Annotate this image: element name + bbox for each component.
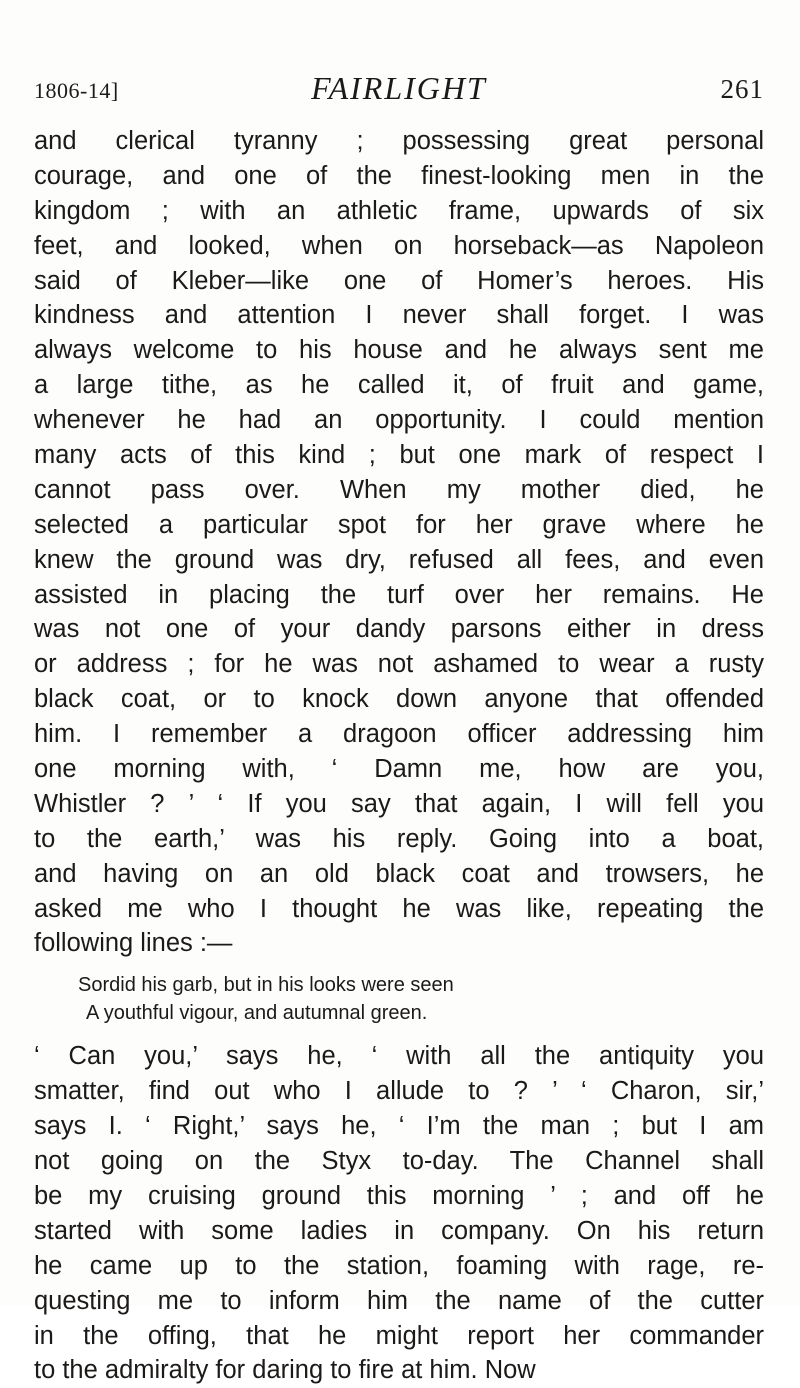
text-line: kingdom ; with an athletic frame, upwards of six (34, 196, 764, 225)
text-line: said of Kleber—like one of Homer’s heroes. His (34, 266, 764, 295)
text-line: kindness and attention I never shall forget. I was (34, 301, 764, 330)
text-line: asked me who I thought he was like, repeating the (34, 894, 764, 923)
text-line: ‘ Can you,’ says he, ‘ with all the antiquity you (34, 1042, 764, 1071)
verse-line: A youthful vigour, and autumnal green. (86, 1002, 428, 1025)
text-line: knew the ground was dry, refused all fees, and even (34, 545, 764, 574)
body-text (34, 124, 764, 1388)
text-line: started with some ladies in company. On his return (34, 1216, 764, 1245)
text-line: whenever he had an opportunity. I could mention (34, 406, 764, 435)
text-line: Whistler ? ’ ‘ If you say that again, I will fell you (34, 789, 764, 818)
text-line: he came up to the station, foaming with rage, re- (34, 1251, 764, 1280)
text-line: many acts of this kind ; but one mark of respect I (34, 441, 764, 470)
text-line: says I. ‘ Right,’ says he, ‘ I’m the man ; but I am (34, 1112, 764, 1141)
text-line: to the admiralty for daring to fire at him. Now (34, 1356, 536, 1385)
text-line: selected a particular spot for her grave where he (34, 510, 764, 539)
paragraph-two (34, 1039, 764, 1388)
text-line: always welcome to his house and he always sent me (34, 336, 764, 365)
text-line: feet, and looked, when on horseback—as Napoleon (34, 231, 764, 260)
text-line: in the offing, that he might report her commander (34, 1321, 764, 1350)
text-line: be my cruising ground this morning ’ ; and off he (34, 1181, 764, 1210)
text-line: one morning with, ‘ Damn me, how are you, (34, 755, 764, 784)
text-line: assisted in placing the turf over her remains. He (34, 580, 764, 609)
text-line: following lines :— (34, 929, 233, 958)
text-line: to the earth,’ was his reply. Going into a boat, (34, 824, 764, 853)
text-line: or address ; for he was not ashamed to wear a rusty (34, 650, 764, 679)
chapter-years: 1806-14] (34, 78, 119, 103)
text-line: a large tithe, as he called it, of fruit and game, (34, 371, 764, 400)
text-line: smatter, find out who I allude to ? ’ ‘ Charon, sir,’ (34, 1077, 764, 1106)
page-number: 261 (720, 74, 764, 104)
text-line: black coat, or to knock down anyone that offended (34, 685, 764, 714)
text-line: and having on an old black coat and trowsers, he (34, 859, 764, 888)
text-line: cannot pass over. When my mother died, he (34, 475, 764, 504)
text-line: and clerical tyranny ; possessing great personal (34, 127, 764, 155)
running-title: FAIRLIGHT (311, 70, 487, 106)
paragraph-one (34, 124, 764, 961)
text-line: questing me to inform him the name of the cutter (34, 1286, 764, 1315)
running-head (34, 70, 764, 110)
verse-line: Sordid his garb, but in his looks were seen (78, 974, 454, 997)
text-line: courage, and one of the finest-looking men in the (34, 161, 764, 190)
verse-quotation (34, 971, 764, 1027)
text-line: him. I remember a dragoon officer addressing him (34, 720, 764, 749)
text-line: not going on the Styx to-day. The Channel shall (34, 1147, 764, 1176)
text-line: was not one of your dandy parsons either in dress (34, 615, 764, 644)
